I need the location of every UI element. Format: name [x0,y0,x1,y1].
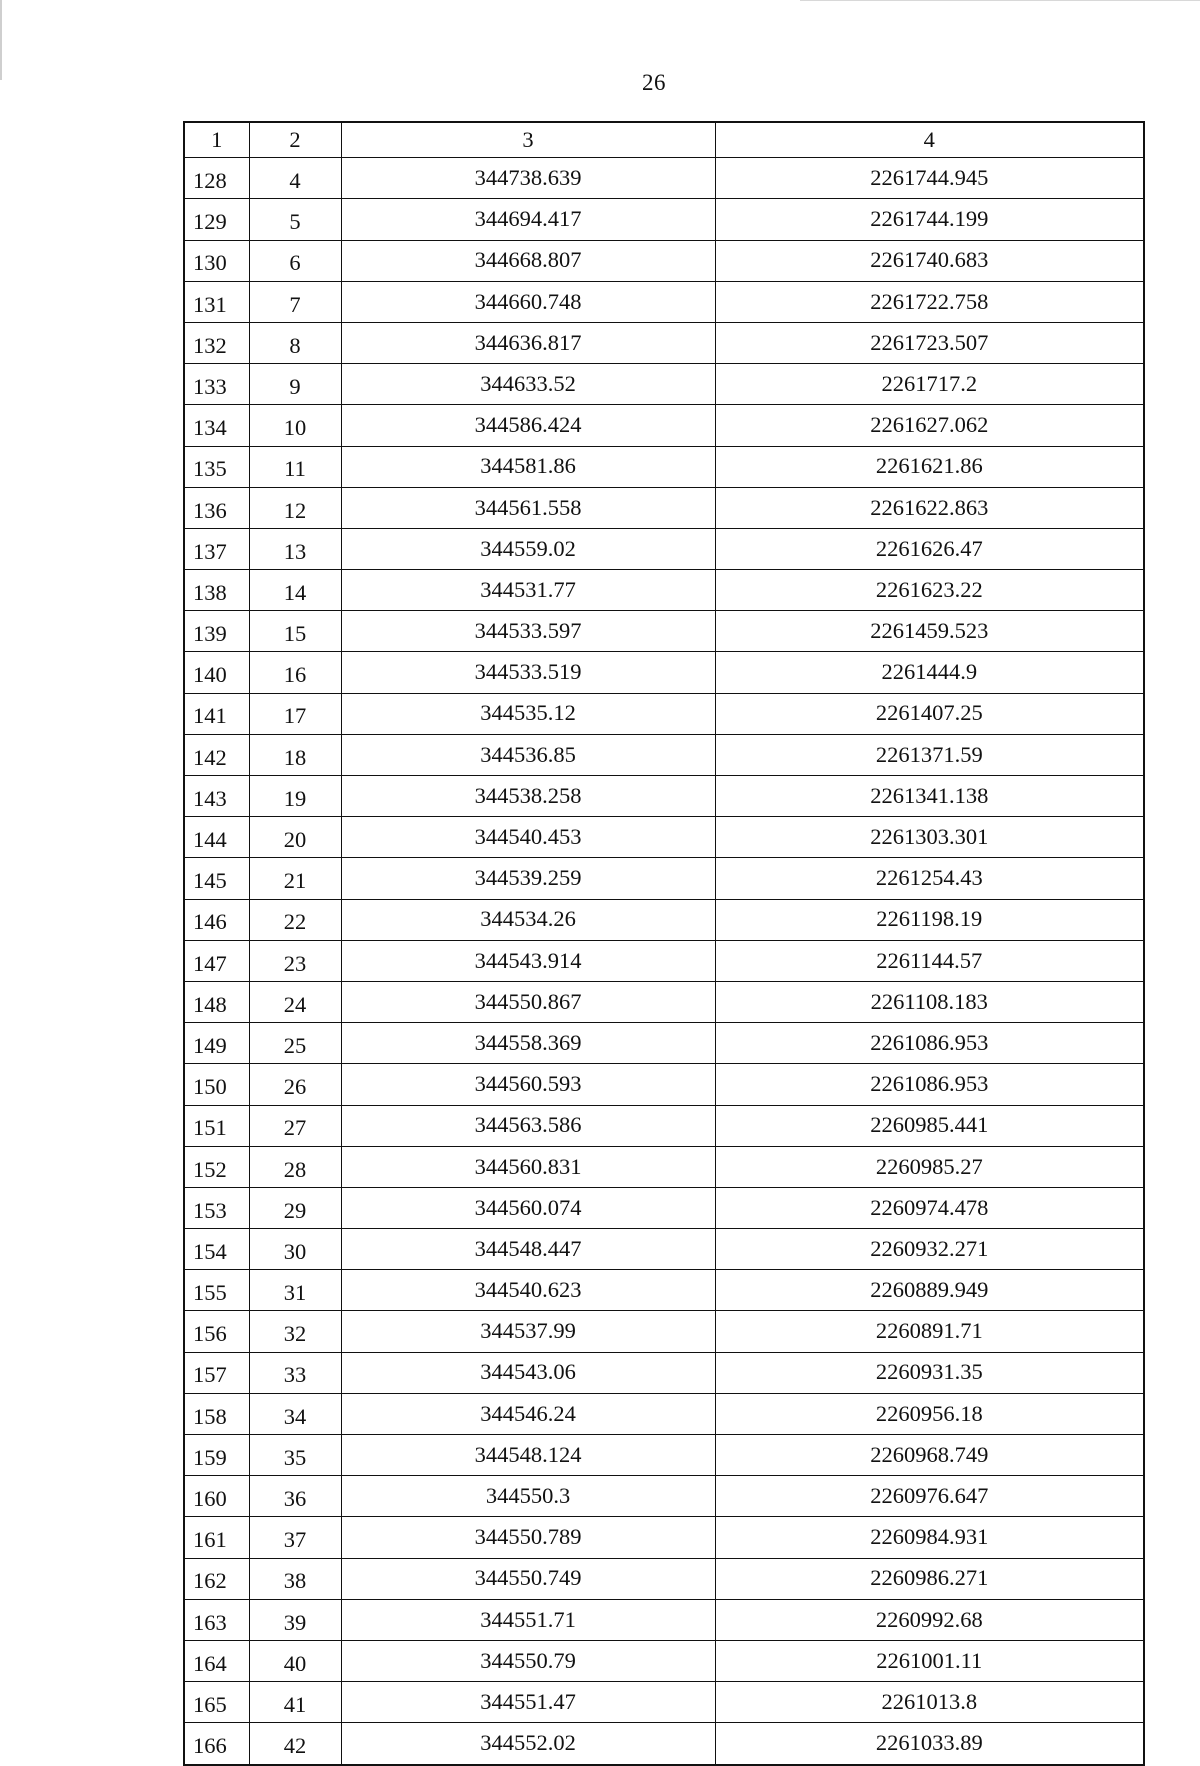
table-cell: 2261086.953 [715,1064,1144,1105]
column-header: 4 [715,122,1144,158]
table-cell: 2260984.931 [715,1517,1144,1558]
table-cell: 344561.558 [341,487,715,528]
table-row [184,1187,1144,1228]
table-row [184,281,1144,322]
table-cell: 160 [184,1476,249,1517]
table-cell: 2261407.25 [715,693,1144,734]
table-cell: 6 [249,240,341,281]
table-row [184,1229,1144,1270]
table-row [184,734,1144,775]
table-cell: 344560.593 [341,1064,715,1105]
table-cell: 344668.807 [341,240,715,281]
table-cell: 139 [184,611,249,652]
table-cell: 2261033.89 [715,1723,1144,1765]
table-cell: 344535.12 [341,693,715,734]
table-row [184,899,1144,940]
table-cell: 2261001.11 [715,1640,1144,1681]
table-cell: 25 [249,1023,341,1064]
table-row [184,940,1144,981]
table-cell: 2261341.138 [715,776,1144,817]
table-cell: 2260931.35 [715,1352,1144,1393]
table-row [184,1435,1144,1476]
table-header-row [184,122,1144,158]
table-cell: 133 [184,364,249,405]
table-row [184,1064,1144,1105]
table-cell: 344533.597 [341,611,715,652]
table-cell: 2260976.647 [715,1476,1144,1517]
table-cell: 344560.831 [341,1146,715,1187]
table-cell: 344548.124 [341,1435,715,1476]
table-row [184,1599,1144,1640]
table-cell: 19 [249,776,341,817]
table-cell: 344537.99 [341,1311,715,1352]
table-cell: 158 [184,1393,249,1434]
table-cell: 137 [184,528,249,569]
table-row [184,405,1144,446]
table-cell: 29 [249,1187,341,1228]
table-cell: 2260891.71 [715,1311,1144,1352]
table-cell: 2260986.271 [715,1558,1144,1599]
table-cell: 2260985.441 [715,1105,1144,1146]
table-cell: 344563.586 [341,1105,715,1146]
table-row [184,1640,1144,1681]
table-cell: 157 [184,1352,249,1393]
table-cell: 151 [184,1105,249,1146]
table-cell: 344538.258 [341,776,715,817]
table-cell: 27 [249,1105,341,1146]
table-cell: 21 [249,858,341,899]
table-cell: 145 [184,858,249,899]
table-cell: 33 [249,1352,341,1393]
table-cell: 142 [184,734,249,775]
table-cell: 38 [249,1558,341,1599]
table-cell: 2261086.953 [715,1023,1144,1064]
table-row [184,446,1144,487]
table-row [184,1558,1144,1599]
table-cell: 2260932.271 [715,1229,1144,1270]
table-cell: 344581.86 [341,446,715,487]
table-cell: 344551.47 [341,1682,715,1723]
table-row [184,1270,1144,1311]
table-row [184,487,1144,528]
table-cell: 344531.77 [341,570,715,611]
table-cell: 144 [184,817,249,858]
table-cell: 150 [184,1064,249,1105]
table-cell: 141 [184,693,249,734]
table-cell: 344694.417 [341,199,715,240]
table-cell: 2261623.22 [715,570,1144,611]
table-cell: 344534.26 [341,899,715,940]
table-cell: 344550.789 [341,1517,715,1558]
table-cell: 2261722.758 [715,281,1144,322]
table-cell: 2261717.2 [715,364,1144,405]
table-cell: 2261198.19 [715,899,1144,940]
table-cell: 147 [184,940,249,981]
table-cell: 39 [249,1599,341,1640]
table-row [184,1352,1144,1393]
table-cell: 2261621.86 [715,446,1144,487]
table-cell: 163 [184,1599,249,1640]
coordinates-table [183,121,1145,1766]
table-cell: 2260956.18 [715,1393,1144,1434]
table-cell: 36 [249,1476,341,1517]
table-cell: 166 [184,1723,249,1765]
table-cell: 2260889.949 [715,1270,1144,1311]
table-cell: 2261627.062 [715,405,1144,446]
table-cell: 35 [249,1435,341,1476]
table-cell: 344559.02 [341,528,715,569]
table-cell: 135 [184,446,249,487]
table-cell: 32 [249,1311,341,1352]
table-row [184,158,1144,199]
table-cell: 132 [184,322,249,363]
table-cell: 12 [249,487,341,528]
table-row [184,1476,1144,1517]
table-cell: 16 [249,652,341,693]
table-cell: 344636.817 [341,322,715,363]
table-cell: 2261108.183 [715,981,1144,1022]
table-cell: 10 [249,405,341,446]
table-cell: 40 [249,1640,341,1681]
table-cell: 344550.749 [341,1558,715,1599]
table-cell: 344560.074 [341,1187,715,1228]
table-cell: 9 [249,364,341,405]
table-cell: 2261622.863 [715,487,1144,528]
table-cell: 41 [249,1682,341,1723]
table-row [184,652,1144,693]
table-cell: 17 [249,693,341,734]
table-row [184,1105,1144,1146]
table-cell: 14 [249,570,341,611]
table-cell: 344550.79 [341,1640,715,1681]
table-row [184,817,1144,858]
table-cell: 13 [249,528,341,569]
page-number: 26 [642,70,666,95]
table-cell: 149 [184,1023,249,1064]
table-cell: 2261459.523 [715,611,1144,652]
table-cell: 37 [249,1517,341,1558]
table-row [184,240,1144,281]
table-row [184,528,1144,569]
scan-edge-left [0,0,6,80]
table-cell: 344543.914 [341,940,715,981]
table-cell: 129 [184,199,249,240]
table-cell: 2261254.43 [715,858,1144,899]
table-cell: 344539.259 [341,858,715,899]
table-cell: 146 [184,899,249,940]
table-cell: 344548.447 [341,1229,715,1270]
table-cell: 2261144.57 [715,940,1144,981]
table-cell: 344552.02 [341,1723,715,1765]
table-row [184,858,1144,899]
table-cell: 344738.639 [341,158,715,199]
table-cell: 2260985.27 [715,1146,1144,1187]
table-cell: 154 [184,1229,249,1270]
table-cell: 153 [184,1187,249,1228]
table-row [184,611,1144,652]
table-cell: 131 [184,281,249,322]
table-cell: 344558.369 [341,1023,715,1064]
table-cell: 2261740.683 [715,240,1144,281]
table-cell: 24 [249,981,341,1022]
table-row [184,199,1144,240]
table-row [184,1517,1144,1558]
table-cell: 143 [184,776,249,817]
table-row [184,570,1144,611]
table-cell: 136 [184,487,249,528]
table-cell: 344550.867 [341,981,715,1022]
table-cell: 130 [184,240,249,281]
table-cell: 4 [249,158,341,199]
table-cell: 18 [249,734,341,775]
table-cell: 22 [249,899,341,940]
table-cell: 161 [184,1517,249,1558]
table-cell: 2261744.199 [715,199,1144,240]
table-cell: 8 [249,322,341,363]
table-cell: 2261723.507 [715,322,1144,363]
scan-edge-top [800,0,1200,1]
table-cell: 31 [249,1270,341,1311]
table-row [184,1311,1144,1352]
table-cell: 30 [249,1229,341,1270]
table-row [184,1146,1144,1187]
table-cell: 2261626.47 [715,528,1144,569]
table-cell: 2260968.749 [715,1435,1144,1476]
table-cell: 15 [249,611,341,652]
table-cell: 11 [249,446,341,487]
table-cell: 2261744.945 [715,158,1144,199]
table-cell: 164 [184,1640,249,1681]
table-cell: 134 [184,405,249,446]
table-cell: 159 [184,1435,249,1476]
table-cell: 156 [184,1311,249,1352]
table-cell: 344536.85 [341,734,715,775]
table-cell: 7 [249,281,341,322]
table-row [184,1682,1144,1723]
table-cell: 2260992.68 [715,1599,1144,1640]
table-cell: 344586.424 [341,405,715,446]
table-cell: 344540.623 [341,1270,715,1311]
coordinates-table-container [183,121,1143,1766]
table-cell: 2261371.59 [715,734,1144,775]
table-cell: 148 [184,981,249,1022]
table-row [184,981,1144,1022]
table-row [184,693,1144,734]
table-cell: 344660.748 [341,281,715,322]
table-cell: 344546.24 [341,1393,715,1434]
table-cell: 344633.52 [341,364,715,405]
table-cell: 2261013.8 [715,1682,1144,1723]
table-cell: 165 [184,1682,249,1723]
table-row [184,776,1144,817]
table-row [184,1393,1144,1434]
table-cell: 344550.3 [341,1476,715,1517]
table-cell: 20 [249,817,341,858]
table-row [184,1023,1144,1064]
table-cell: 344533.519 [341,652,715,693]
table-cell: 152 [184,1146,249,1187]
table-cell: 26 [249,1064,341,1105]
column-header: 2 [249,122,341,158]
table-cell: 128 [184,158,249,199]
table-cell: 344551.71 [341,1599,715,1640]
table-cell: 5 [249,199,341,240]
table-cell: 2261444.9 [715,652,1144,693]
table-cell: 2260974.478 [715,1187,1144,1228]
table-body [184,158,1144,1765]
table-cell: 28 [249,1146,341,1187]
table-cell: 162 [184,1558,249,1599]
table-row [184,364,1144,405]
table-cell: 23 [249,940,341,981]
table-cell: 34 [249,1393,341,1434]
table-cell: 155 [184,1270,249,1311]
table-cell: 140 [184,652,249,693]
table-cell: 344540.453 [341,817,715,858]
table-cell: 138 [184,570,249,611]
table-row [184,322,1144,363]
table-cell: 42 [249,1723,341,1765]
table-row [184,1723,1144,1765]
table-cell: 344543.06 [341,1352,715,1393]
column-header: 1 [184,122,249,158]
table-cell: 2261303.301 [715,817,1144,858]
column-header: 3 [341,122,715,158]
